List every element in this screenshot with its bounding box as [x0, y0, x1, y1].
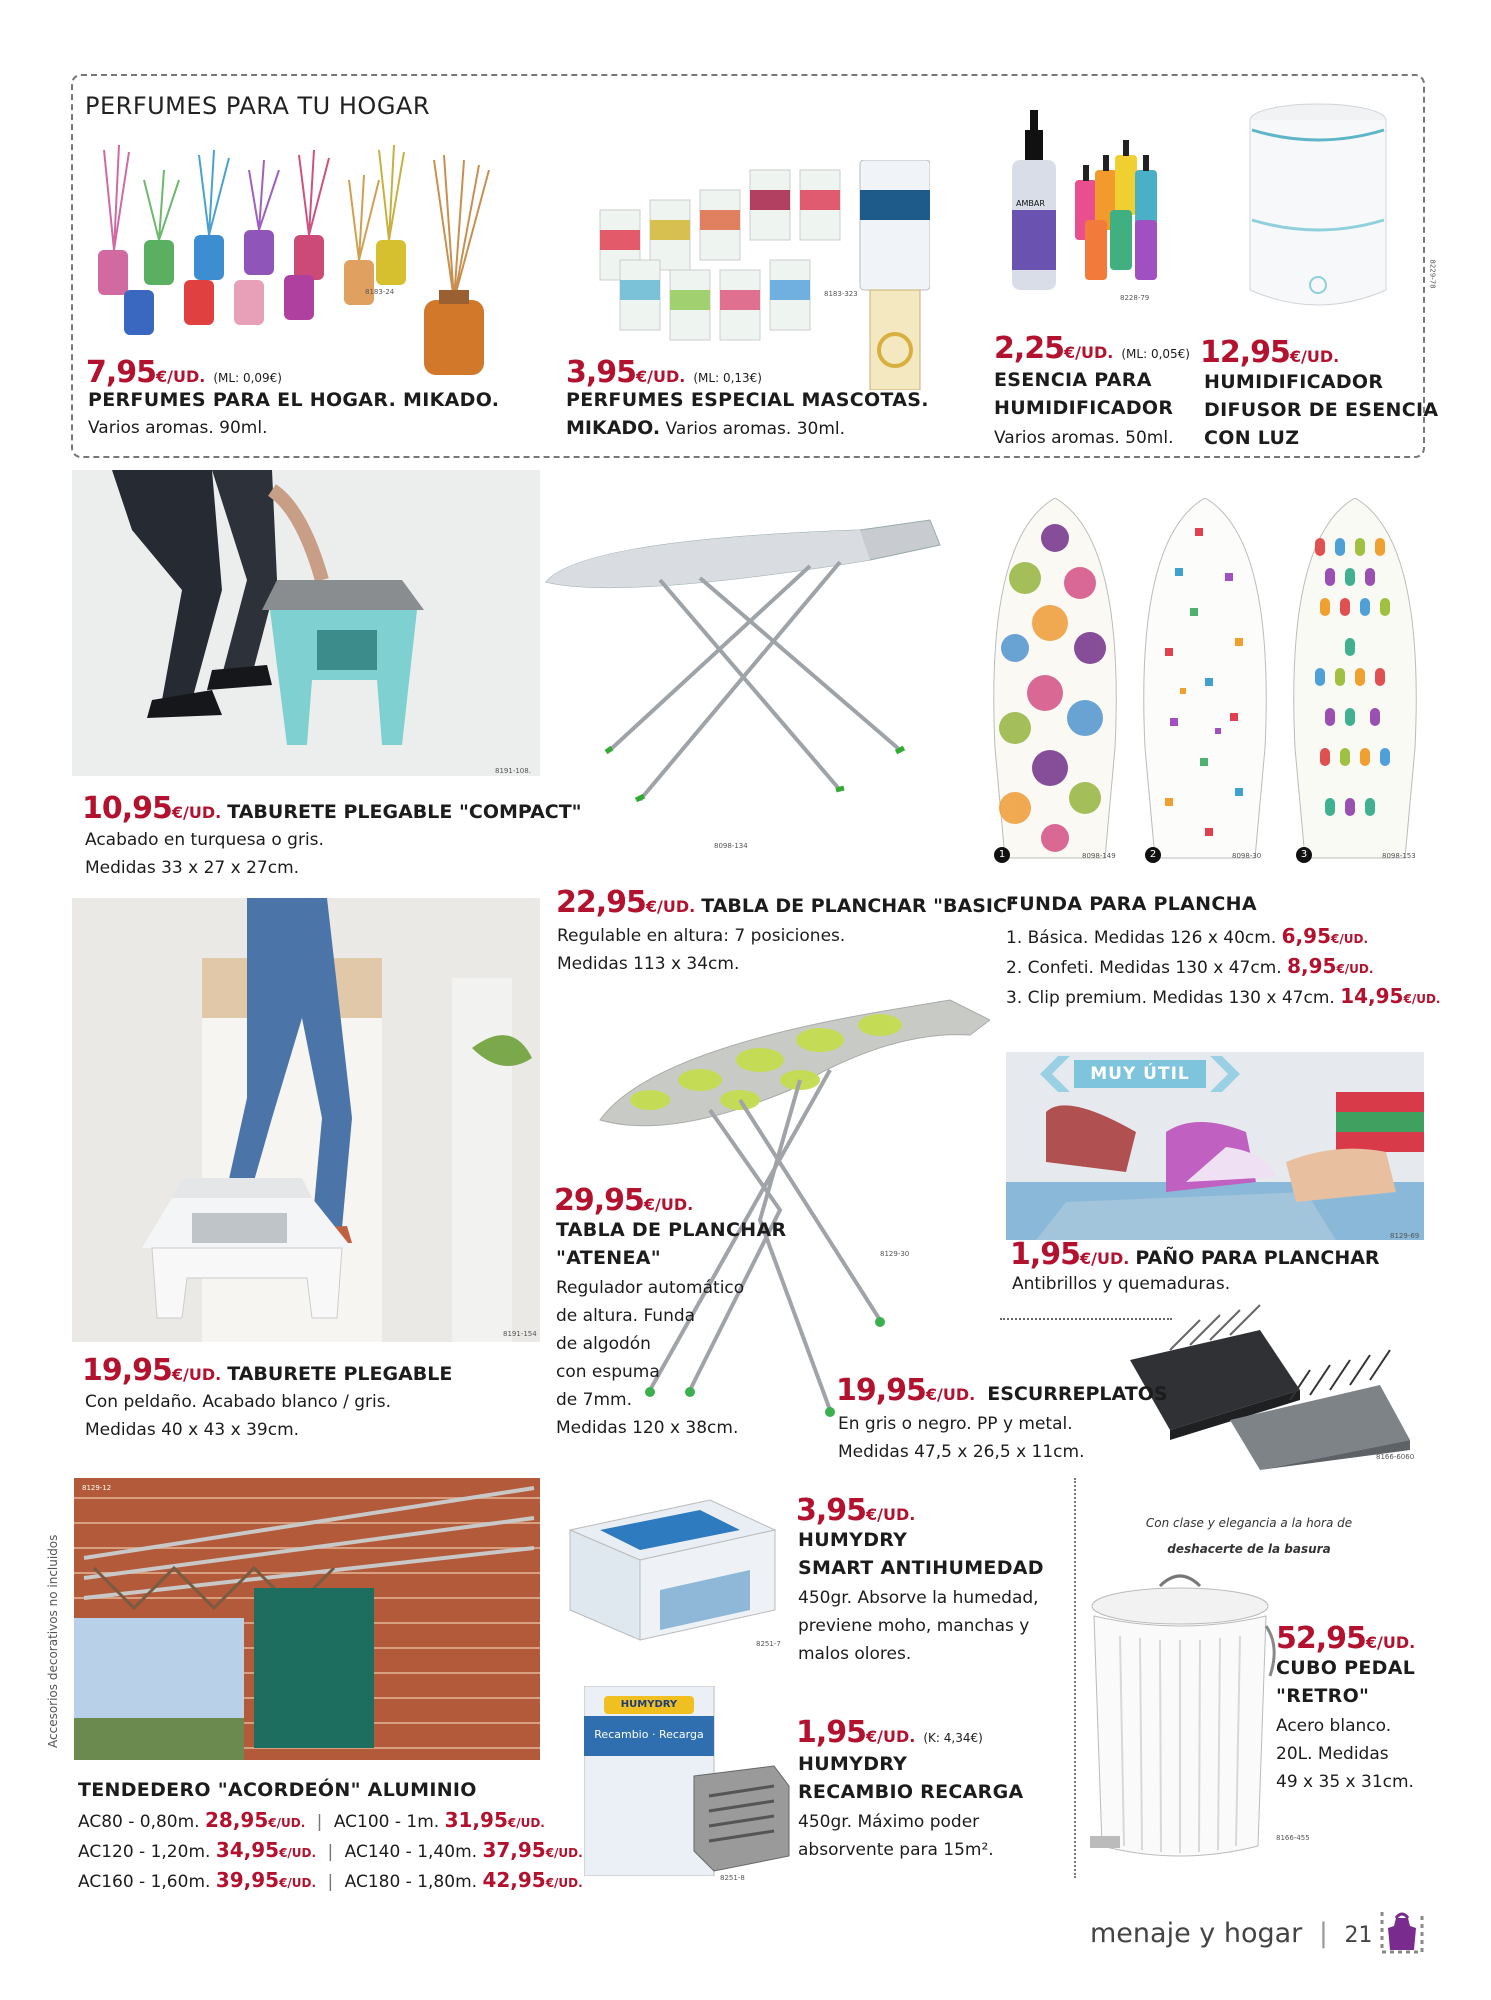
- humidificador-price: 12,95€/UD.: [1200, 335, 1340, 370]
- humydry-recarga-desc-1: 450gr. Máximo poder: [798, 1812, 980, 1832]
- tabla-basic-code: 8098-134: [714, 842, 748, 850]
- humydry-recarga-price: 1,95€/UD. (K: 4,34€): [796, 1715, 983, 1750]
- escurreplatos-code: 8166-6060: [1376, 1453, 1415, 1461]
- mikado-price: 7,95€/UD. (ML: 0,09€): [86, 355, 282, 390]
- humidificador-name-3: CON LUZ: [1204, 427, 1300, 449]
- funda-line-3: 3. Clip premium. Medidas 130 x 47cm. 14,95€/UD.: [1006, 984, 1441, 1008]
- pano-desc: Antibrillos y quemaduras.: [1012, 1274, 1231, 1294]
- humydry-smart-image: [560, 1490, 780, 1650]
- pano-code: 8129-69: [1390, 1232, 1420, 1240]
- esencia-code: 8228-79: [1120, 294, 1150, 302]
- funda-price-1: 6,95€/UD.: [1281, 924, 1368, 948]
- taburete-compact-code: 8191-108.: [495, 767, 531, 775]
- funda-code-3: 8098-153: [1382, 852, 1416, 860]
- funda-line-1: 1. Básica. Medidas 126 x 40cm. 6,95€/UD.: [1006, 924, 1368, 948]
- mikado-code: 8183-24: [365, 288, 395, 296]
- mascotas-name-2: MIKADO.: [566, 417, 661, 439]
- taburete-compact-photo: [72, 470, 540, 776]
- humydry-smart-code: 8251-7: [756, 1640, 781, 1648]
- tabla-basic-desc1: Regulable en altura: 7 posiciones.: [557, 926, 846, 946]
- tabla-atenea-name-1: TABLA DE PLANCHAR: [556, 1219, 787, 1241]
- mikado-name: PERFUMES PARA EL HOGAR. MIKADO.: [88, 389, 500, 411]
- escurreplatos-desc1: En gris o negro. PP y metal.: [838, 1414, 1073, 1434]
- tabla-atenea-name-2: "ATENEA": [556, 1247, 661, 1269]
- taburete-plegable-code: 8191-154: [503, 1330, 537, 1338]
- cubo-desc-1: Acero blanco.: [1276, 1716, 1392, 1736]
- mikado-bottles-image: [84, 140, 504, 380]
- ambar-label: AMBAR: [1016, 199, 1045, 208]
- tabla-atenea-desc-1: Regulador automático: [556, 1278, 745, 1298]
- funda-basica-image: [985, 498, 1125, 868]
- apron-icon: [1378, 1908, 1426, 1956]
- tendedero-price-ac180: 42,95€/UD.: [482, 1868, 583, 1892]
- tabla-atenea-desc-3: de algodón: [556, 1334, 651, 1354]
- humydry-recarga-desc-2: absorvente para 15m².: [798, 1840, 994, 1860]
- esencia-image: [1000, 110, 1180, 300]
- humydry-smart-desc-3: malos olores.: [798, 1644, 912, 1664]
- cubo-tagline-2: deshacerte de la basura: [1167, 1542, 1331, 1556]
- humydry-recarga-name-1: HUMYDRY: [798, 1753, 908, 1775]
- taburete-compact-desc1: Acabado en turquesa o gris.: [85, 830, 324, 850]
- tabla-atenea-desc-5: de 7mm.: [556, 1390, 632, 1410]
- taburete-plegable-price: 19,95€/UD. TABURETE PLEGABLE: [82, 1353, 453, 1388]
- cubo-desc-2: 20L. Medidas: [1276, 1744, 1389, 1764]
- perfumes-header: PERFUMES PARA TU HOGAR: [85, 92, 431, 120]
- footer-section: menaje y hogar: [1090, 1918, 1303, 1949]
- funda-badge-2: 2: [1145, 847, 1161, 863]
- escurreplatos-desc2: Medidas 47,5 x 26,5 x 11cm.: [838, 1442, 1085, 1462]
- tendedero-photo: [74, 1478, 540, 1760]
- funda-clip-image: [1285, 498, 1425, 868]
- mascotas-name-2-row: [566, 414, 845, 443]
- taburete-compact-price: 10,95€/UD. TABURETE PLEGABLE "COMPACT": [82, 791, 582, 826]
- funda-line-2: 2. Confeti. Medidas 130 x 47cm. 8,95€/UD.: [1006, 954, 1374, 978]
- funda-badge-1: 1: [994, 847, 1010, 863]
- funda-code-2: 8098-30: [1232, 852, 1262, 860]
- esencia-name-1: ESENCIA PARA: [994, 369, 1152, 391]
- tabla-atenea-desc-2: de altura. Funda: [556, 1306, 696, 1326]
- cubo-tagline-1: Con clase y elegancia a la hora de: [1145, 1516, 1353, 1530]
- mascotas-code: 8183-323: [824, 290, 858, 298]
- tabla-atenea-price: 29,95€/UD.: [554, 1183, 694, 1218]
- tabla-atenea-desc-4: con espuma: [556, 1362, 660, 1382]
- taburete-compact-desc2: Medidas 33 x 27 x 27cm.: [85, 858, 300, 878]
- tendedero-price-ac120: 34,95€/UD.: [215, 1838, 317, 1862]
- esencia-price: 2,25€/UD. (ML: 0,05€): [994, 331, 1190, 366]
- footer: menaje y hogar | 21: [1090, 1918, 1373, 1949]
- tabla-atenea-code: 8129-30: [880, 1250, 910, 1258]
- funda-title: FUNDA PARA PLANCHA: [1006, 893, 1257, 915]
- humydry-recarga-image: [584, 1686, 794, 1876]
- mascotas-image: [590, 160, 930, 390]
- tabla-basic-price: 22,95€/UD. TABLA DE PLANCHAR "BASIC": [556, 885, 1017, 920]
- footer-page: 21: [1344, 1923, 1373, 1948]
- humydry-recarga-code: 8251-8: [720, 1874, 745, 1882]
- mascotas-price: 3,95€/UD. (ML: 0,13€): [566, 355, 762, 390]
- tendedero-row-2: AC120 - 1,20m. 34,95€/UD. | AC140 - 1,40m. 37,95€/UD.: [78, 1838, 583, 1862]
- cubo-name-2: "RETRO": [1276, 1685, 1370, 1707]
- taburete-plegable-photo: [72, 898, 540, 1342]
- side-note: Accesorios decorativos no incluidos: [46, 1534, 60, 1748]
- humydry-smart-desc-1: 450gr. Absorve la humedad,: [798, 1588, 1039, 1608]
- tendedero-price-ac100: 31,95€/UD.: [444, 1808, 545, 1832]
- tabla-basic-image: [540, 500, 980, 860]
- taburete-plegable-desc1: Con peldaño. Acabado blanco / gris.: [85, 1392, 391, 1412]
- humydry-box-brand: HUMYDRY: [620, 1699, 678, 1710]
- cubo-price: 52,95€/UD.: [1276, 1621, 1416, 1656]
- humidificador-name-1: HUMIDIFICADOR: [1204, 371, 1384, 393]
- humydry-smart-name-2: SMART ANTIHUMEDAD: [798, 1557, 1044, 1579]
- funda-confeti-image: [1135, 498, 1275, 868]
- mikado-desc: Varios aromas. 90ml.: [88, 418, 268, 438]
- muy-util-banner: [1040, 1056, 1240, 1092]
- cubo-image: [1080, 1566, 1280, 1866]
- humidificador-code: 8229-78: [1428, 259, 1437, 289]
- mascotas-desc: Varios aromas. 30ml.: [665, 419, 846, 439]
- funda-price-2: 8,95€/UD.: [1287, 954, 1374, 978]
- humydry-recarga-name-2: RECAMBIO RECARGA: [798, 1781, 1024, 1803]
- esencia-name-2: HUMIDIFICADOR: [994, 397, 1174, 419]
- funda-code-1: 8098-149: [1082, 852, 1116, 860]
- tabla-basic-desc2: Medidas 113 x 34cm.: [557, 954, 740, 974]
- tendedero-price-ac160: 39,95€/UD.: [215, 1868, 317, 1892]
- humydry-box-label: Recambio · Recarga: [594, 1728, 704, 1741]
- humydry-smart-desc-2: previene moho, manchas y: [798, 1616, 1030, 1636]
- tendedero-price-ac80: 28,95€/UD.: [205, 1808, 306, 1832]
- tendedero-code: 8129-12: [82, 1484, 112, 1492]
- mascotas-name-1: PERFUMES ESPECIAL MASCOTAS.: [566, 389, 929, 411]
- tendedero-row-3: AC160 - 1,60m. 39,95€/UD. | AC180 - 1,80m. 42,95€/UD.: [78, 1868, 583, 1892]
- esencia-desc: Varios aromas. 50ml.: [994, 428, 1174, 448]
- taburete-plegable-desc2: Medidas 40 x 43 x 39cm.: [85, 1420, 300, 1440]
- cubo-code: 8166-455: [1276, 1834, 1310, 1842]
- humydry-smart-name-1: HUMYDRY: [798, 1529, 908, 1551]
- cubo-name-1: CUBO PEDAL: [1276, 1657, 1416, 1679]
- humidificador-name-2: DIFUSOR DE ESENCIA: [1204, 399, 1439, 421]
- humydry-smart-price: 3,95€/UD.: [796, 1493, 916, 1528]
- cubo-desc-3: 49 x 35 x 31cm.: [1276, 1772, 1414, 1792]
- tendedero-row-1: AC80 - 0,80m. 28,95€/UD. | AC100 - 1m. 31,95€/UD.: [78, 1808, 545, 1832]
- pano-price: 1,95€/UD. PAÑO PARA PLANCHAR: [1010, 1237, 1380, 1272]
- escurreplatos-price: 19,95€/UD. ESCURREPLATOS: [836, 1373, 1168, 1408]
- tendedero-price-ac140: 37,95€/UD.: [482, 1838, 583, 1862]
- tendedero-title: TENDEDERO "ACORDEÓN" ALUMINIO: [78, 1779, 477, 1801]
- tabla-atenea-desc-6: Medidas 120 x 38cm.: [556, 1418, 739, 1438]
- muy-util-label: MUY ÚTIL: [1090, 1064, 1190, 1084]
- funda-badge-3: 3: [1296, 847, 1312, 863]
- humidificador-image: [1230, 100, 1410, 330]
- funda-price-3: 14,95€/UD.: [1340, 984, 1441, 1008]
